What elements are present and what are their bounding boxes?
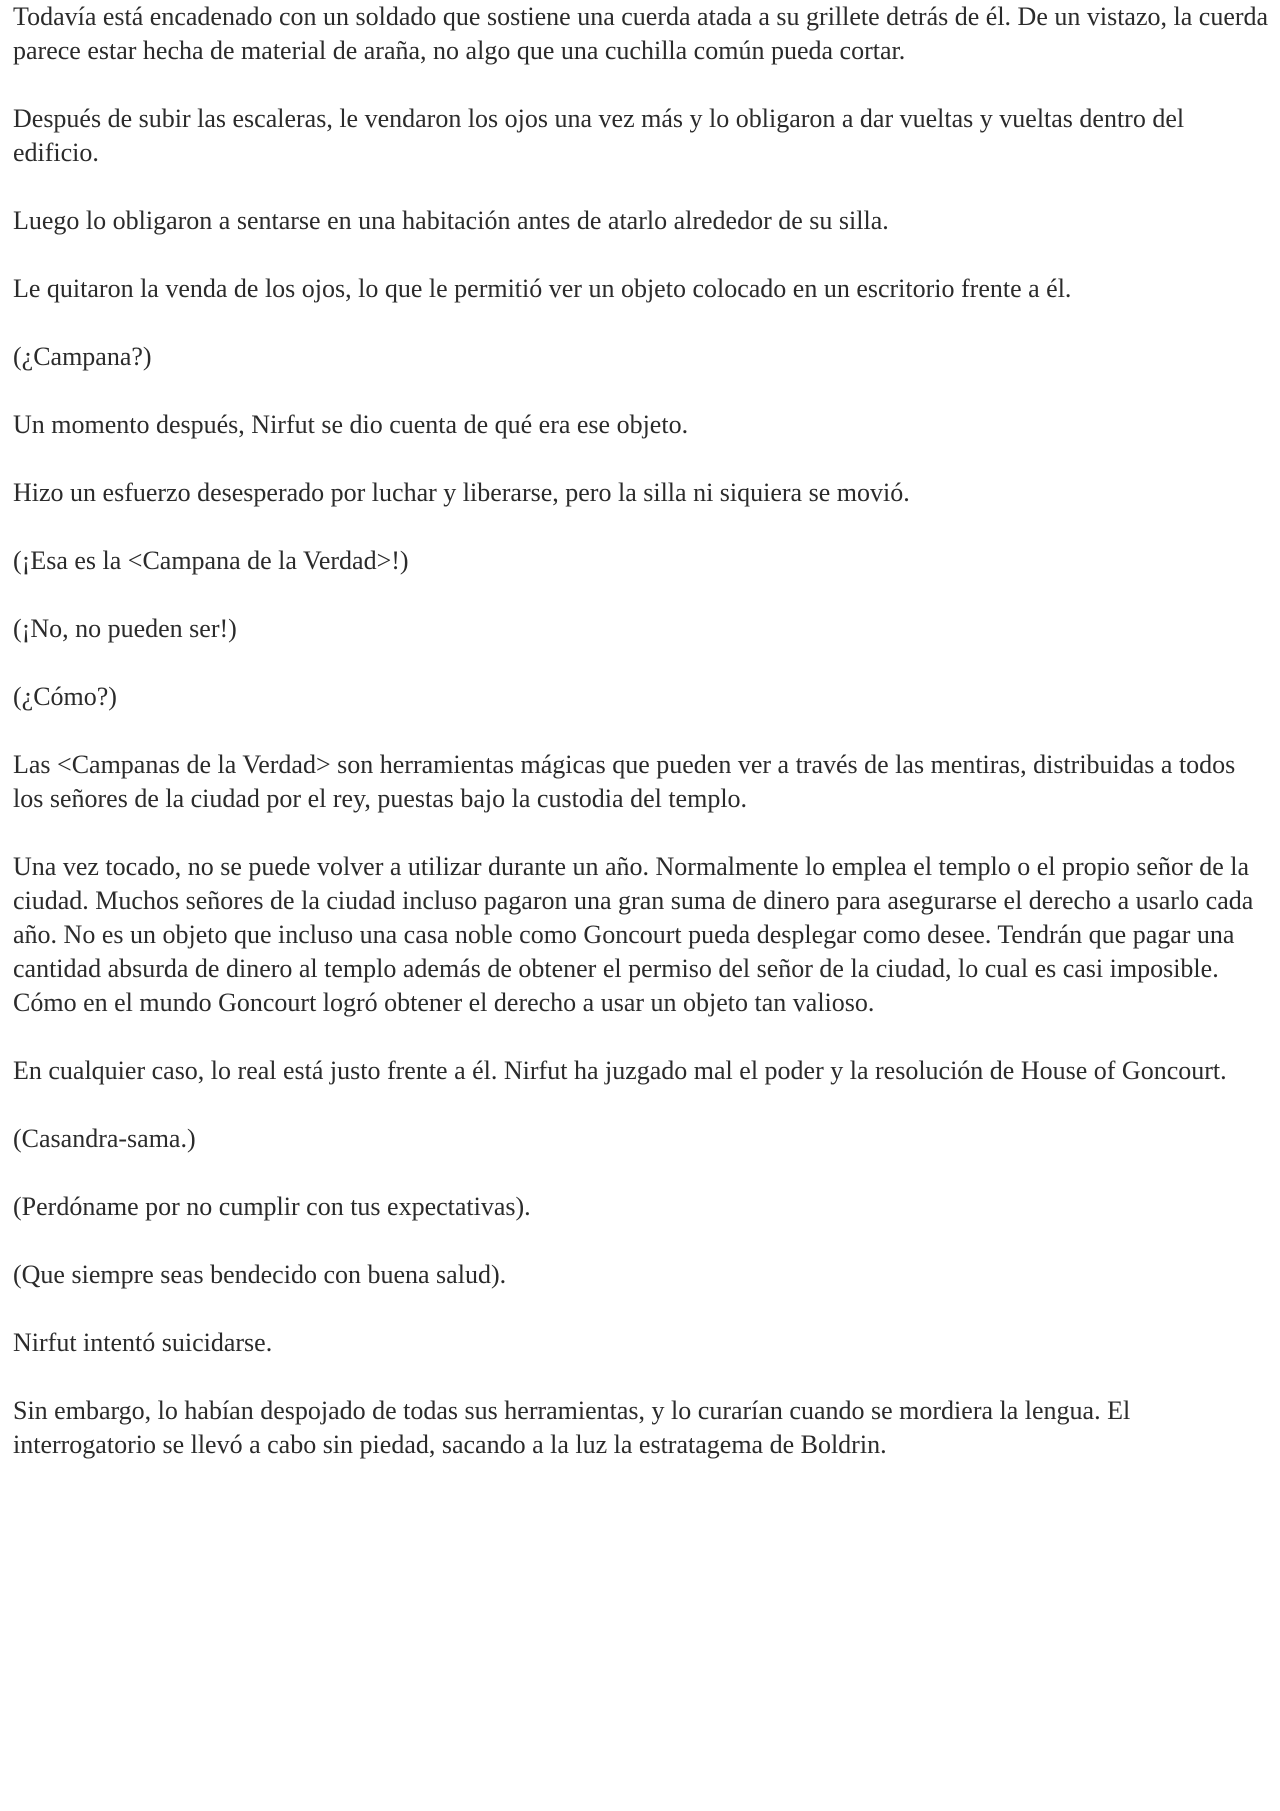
paragraph: (Perdóname por no cumplir con tus expectativas). (13, 1192, 531, 1221)
paragraph: Después de subir las escaleras, le vendaron los ojos una vez más y lo obligaron a dar vueltas y vueltas dentro del edificio. (13, 104, 1185, 167)
paragraph: En cualquier caso, lo real está justo frente a él. Nirfut ha juzgado mal el poder y la resolución de House of Goncourt. (13, 1056, 1227, 1085)
paragraph: Sin embargo, lo habían despojado de todas sus herramientas, y lo curarían cuando se mordiera la lengua. El interrogatorio se llevó a cabo sin piedad, sacando a la luz la estratagema de Boldrin. (13, 1396, 1131, 1459)
paragraph: Las <Campanas de la Verdad> son herramientas mágicas que pueden ver a través de las mentiras, distribuidas a todos los señores de la ciudad por el rey, puestas bajo la custodia del templo. (13, 750, 1236, 813)
paragraph: Nirfut intentó suicidarse. (13, 1328, 273, 1357)
paragraph: (¡No, no pueden ser!) (13, 614, 237, 643)
paragraph: (Que siempre seas bendecido con buena salud). (13, 1260, 507, 1289)
paragraph: Todavía está encadenado con un soldado que sostiene una cuerda atada a su grillete detrás de él. De un vistazo, la cuerda parece estar hecha de material de araña, no algo que una cuchilla común pueda cortar. (13, 2, 1269, 65)
paragraph: (¿Cómo?) (13, 682, 117, 711)
paragraph: Una vez tocado, no se puede volver a utilizar durante un año. Normalmente lo emplea el templo o el propio señor de la ciudad. Muchos señores de la ciudad incluso pagaron una gran suma de dinero para asegurarse el derecho a usarlo cada año. No es un objeto que incluso una casa noble como Goncourt pueda desplegar como desee. Tendrán que pagar una cantidad absurda de dinero al templo además de obtener el permiso del señor de la ciudad, lo cual es casi imposible. Cómo en el mundo Goncourt logró obtener el derecho a usar un objeto tan valioso. (13, 852, 1254, 1017)
paragraph: Luego lo obligaron a sentarse en una habitación antes de atarlo alrededor de su silla. (13, 206, 889, 235)
paragraph: Le quitaron la venda de los ojos, lo que le permitió ver un objeto colocado en un escritorio frente a él. (13, 274, 1072, 303)
paragraph: Hizo un esfuerzo desesperado por luchar y liberarse, pero la silla ni siquiera se movió. (13, 478, 910, 507)
paragraph: (Casandra-sama.) (13, 1124, 196, 1153)
paragraph: (¿Campana?) (13, 342, 152, 371)
paragraph: (¡Esa es la <Campana de la Verdad>!) (13, 546, 409, 575)
document-body (13, 0, 1269, 1496)
paragraph: Un momento después, Nirfut se dio cuenta de qué era ese objeto. (13, 410, 689, 439)
